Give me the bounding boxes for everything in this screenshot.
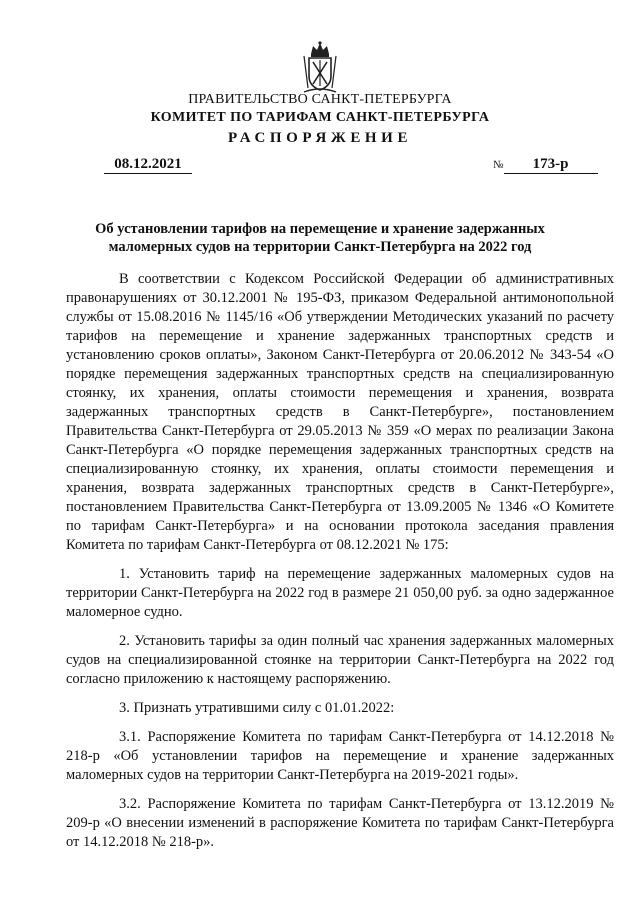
document-title: Об установлении тарифов на перемещение и хранение задержанных маломерных судов на территории Санкт-Петербурга на 2022 год — [95, 221, 545, 255]
document-number: 173-р — [504, 156, 598, 174]
document-number-field — [493, 156, 598, 174]
clause-3-2: 3.2. Распоряжение Комитета по тарифам Санкт-Петербурга от 13.12.2019 № 209-р «О внесении изменений в распоряжение Комитета по тарифам Санкт-Петербурга от 14.12.2018 № 218-р». — [66, 796, 614, 850]
government-name: ПРАВИТЕЛЬСТВО САНКТ-ПЕТЕРБУРГА — [188, 92, 452, 107]
clause-3: 3. Признать утратившими силу с 01.01.2022: — [119, 700, 395, 716]
committee-name: КОМИТЕТ ПО ТАРИФАМ САНКТ-ПЕТЕРБУРГА — [150, 110, 490, 125]
document-body — [66, 270, 614, 852]
number-sign: № — [493, 159, 504, 171]
clause-3-1: 3.1. Распоряжение Комитета по тарифам Санкт-Петербурга от 14.12.2018 № 218-р «Об установлении тарифов на перемещение и хранение задержанных маломерных судов на территории Санкт-Петербурга на 2019-2021 годы». — [66, 729, 614, 783]
document-type: РАСПОРЯЖЕНИЕ — [227, 130, 413, 146]
preamble-paragraph: В соответствии с Кодексом Российской Федерации об административных правонарушениях от 30.12.2001 № 195-ФЗ, приказом Федеральной антимонопольной службы от 15.08.2016 № 1145/16 «Об утверждении Методических указаний по расчету тарифов на перемещение и хранение задержанных транспортных средств и установлению сроков оплаты», Законом Санкт-Петербурга от 20.06.2012 № 343-54 «О порядке перемещения задержанных транспортных средств на специализированную стоянку, их хранения, оплаты стоимости перемещения и хранения, возврата задержанных транспортных средств в Санкт-Петербурге», постановлением Правительства Санкт-Петербурга от 29.05.2013 № 359 «О мерах по реализации Закона Санкт-Петербурга «О порядке перемещения задержанных транспортных средств на специализированную стоянку, их хранения, оплаты стоимости перемещения и хранения, возврата задержанных транспортных средств в Санкт-Петербурге», постановлением Правительства Санкт-Петербурга от 13.09.2005 № 1346 «О Комитете по тарифам Санкт-Петербурга» и на основании протокола заседания правления Комитета по тарифам Санкт-Петербурга от 08.12.2021 № 175: — [66, 271, 614, 553]
document-date: 08.12.2021 — [104, 156, 192, 174]
clause-2: 2. Установить тарифы за один полный час хранения задержанных маломерных судов на специализированной стоянке на территории Санкт-Петербурга на 2022 год согласно приложению к настоящему распоряжению. — [66, 633, 614, 687]
clause-1: 1. Установить тариф на перемещение задержанных маломерных судов на территории Санкт-Петербурга на 2022 год в размере 21 050,00 руб. за одно задержанное маломерное судно. — [66, 566, 614, 620]
coat-of-arms-icon — [298, 40, 342, 96]
